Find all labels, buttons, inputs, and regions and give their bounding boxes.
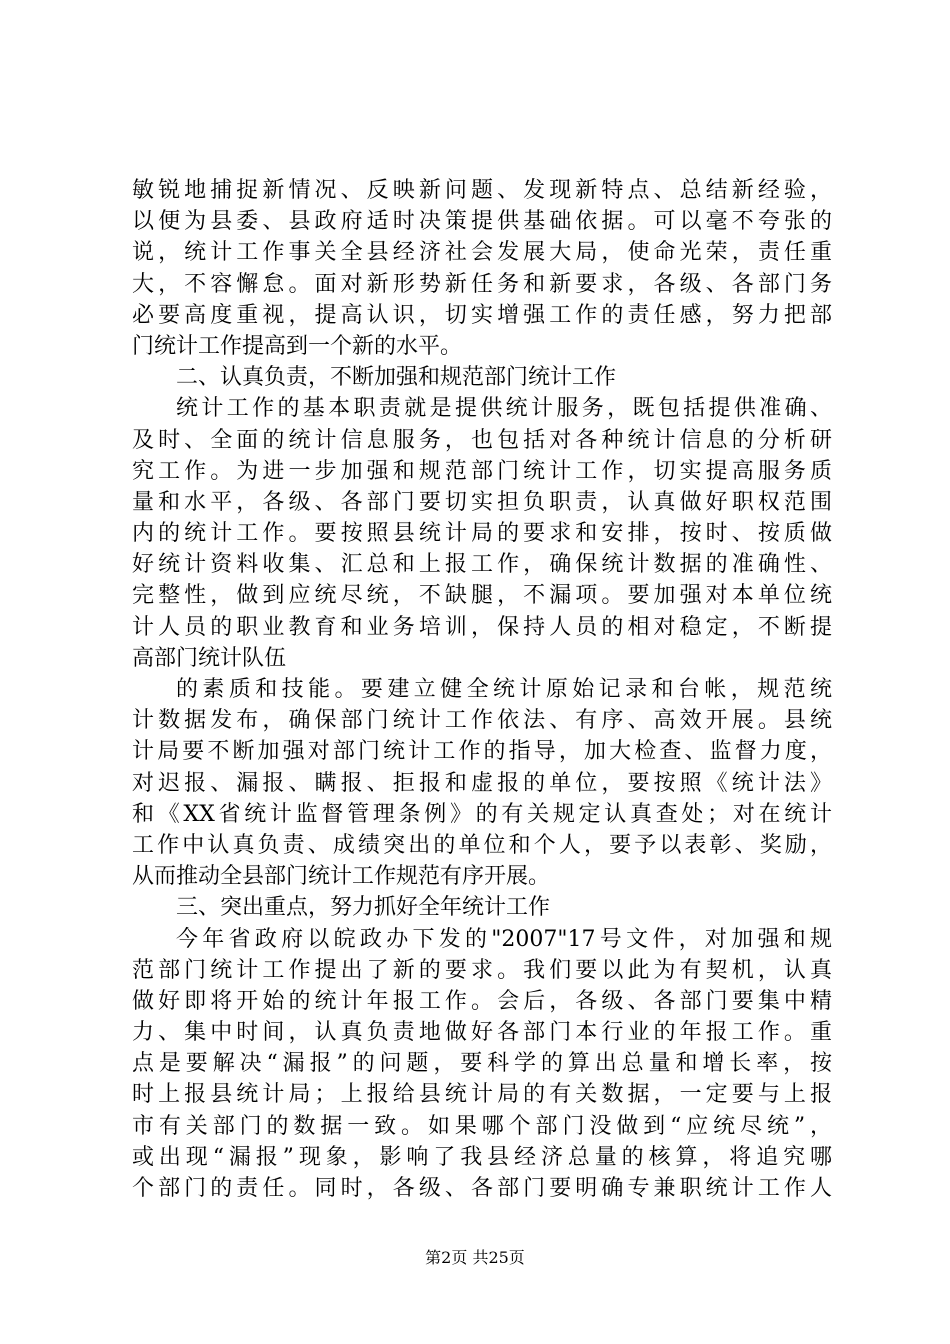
section-heading: 三、突出重点，努力抓好全年统计工作 (176, 895, 551, 921)
text-line: 必要高度重视，提高认识，切实增强工作的责任感，努力把部 (132, 302, 832, 328)
text-line: 力、集中时间，认真负责地做好各部门本行业的年报工作。重 (132, 1020, 832, 1046)
text-line: 工作中认真负责、成绩突出的单位和个人，要予以表彰、奖励， (132, 832, 832, 858)
text-line: 高部门统计队伍 (132, 645, 287, 671)
text-line: 对迟报、漏报、瞒报、拒报和虚报的单位，要按照《统计法》 (132, 770, 832, 796)
document-body (132, 175, 832, 1204)
text-line: 以便为县委、县政府适时决策提供基础依据。可以毫不夸张的 (132, 209, 832, 235)
text-line: 究工作。为进一步加强和规范部门统计工作，切实提高服务质 (132, 458, 832, 484)
text-line: 或出现“漏报”现象，影响了我县经济总量的核算，将追究哪 (132, 1144, 832, 1170)
text-line: 量和水平，各级、各部门要切实担负职责，认真做好职权范围 (132, 489, 832, 515)
text-line: 完整性，做到应统尽统，不缺腿，不漏项。要加强对本单位统 (132, 583, 832, 609)
text-line: 做好即将开始的统计年报工作。会后，各级、各部门要集中精 (132, 988, 832, 1014)
text-line: 市有关部门的数据一致。如果哪个部门没做到“应统尽统”， (132, 1113, 832, 1139)
text-line: 好统计资料收集、汇总和上报工作，确保统计数据的准确性、 (132, 552, 832, 578)
text-line: 及时、全面的统计信息服务，也包括对各种统计信息的分析研 (132, 427, 832, 453)
text-line: 个部门的责任。同时，各级、各部门要明确专兼职统计工作人 (132, 1176, 832, 1201)
text-line: 的素质和技能。要建立健全统计原始记录和台帐，规范统 (176, 677, 832, 702)
text-line: 从而推动全县部门统计工作规范有序开展。 (132, 864, 551, 890)
text-line: 时上报县统计局；上报给县统计局的有关数据，一定要与上报 (132, 1082, 832, 1108)
text-line: 计人员的职业教育和业务培训，保持人员的相对稳定，不断提 (132, 614, 832, 640)
text-line: 内的统计工作。要按照县统计局的要求和安排，按时、按质做 (132, 521, 832, 547)
page-footer: 第2页 共25页 (425, 1248, 525, 1267)
section-heading: 二、认真负责，不断加强和规范部门统计工作 (176, 365, 617, 391)
text-line: 门统计工作提高到一个新的水平。 (132, 333, 463, 359)
text-line: 敏锐地捕捉新情况、反映新问题、发现新特点、总结新经验， (132, 178, 832, 203)
text-line: 大，不容懈怠。面对新形势新任务和新要求，各级、各部门务 (132, 271, 832, 297)
text-line: 范部门统计工作提出了新的要求。我们要以此为有契机，认真 (132, 957, 832, 983)
text-line: 今年省政府以皖政办下发的"2007"17号文件，对加强和规 (176, 926, 832, 952)
text-line: 统计工作的基本职责就是提供统计服务，既包括提供准确、 (176, 396, 832, 422)
text-line: 和《XX省统计监督管理条例》的有关规定认真查处；对在统计 (132, 801, 832, 827)
text-line: 说，统计工作事关全县经济社会发展大局，使命光荣，责任重 (132, 240, 832, 266)
text-line: 点是要解决“漏报”的问题，要科学的算出总量和增长率，按 (132, 1051, 832, 1077)
text-line: 计数据发布，确保部门统计工作依法、有序、高效开展。县统 (132, 708, 832, 734)
text-line: 计局要不断加强对部门统计工作的指导，加大检查、监督力度， (132, 739, 832, 765)
